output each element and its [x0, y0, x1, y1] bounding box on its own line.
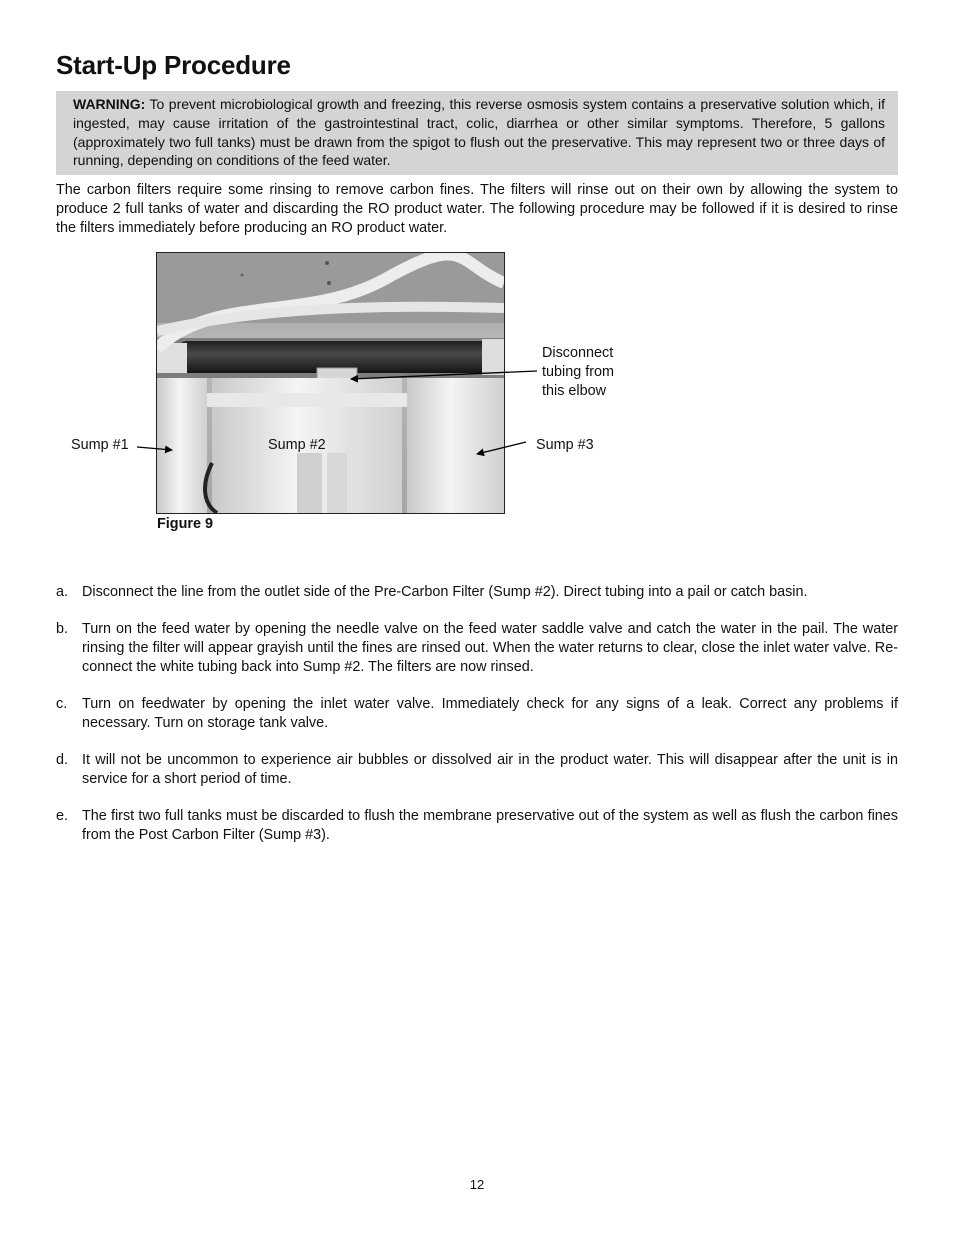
- procedure-steps: [56, 583, 898, 863]
- label-elbow-line1: Disconnect: [542, 345, 614, 361]
- warning-label: WARNING:: [73, 96, 146, 112]
- label-elbow: [542, 344, 614, 400]
- step-text: It will not be uncommon to experience air bubbles or dissolved air in the product water. This will disappear after the unit is in service for a short period of time.: [82, 752, 898, 788]
- step-text: Disconnect the line from the outlet side of the Pre-Carbon Filter (Sump #2). Direct tubing into a pail or catch basin.: [82, 584, 808, 600]
- page-number: 12: [469, 1177, 485, 1192]
- step-e: [56, 807, 898, 845]
- step-marker: e.: [56, 808, 69, 825]
- figure-caption: Figure 9: [157, 516, 213, 532]
- step-d: [56, 751, 898, 789]
- step-c: [56, 695, 898, 733]
- label-sump3: Sump #3: [536, 437, 594, 453]
- step-a: [56, 583, 898, 602]
- sump-housings-photo: [157, 253, 504, 513]
- label-sump2: Sump #2: [268, 437, 326, 453]
- page-title: Start-Up Procedure: [56, 50, 291, 80]
- step-text: Turn on feedwater by opening the inlet water valve. Immediately check for any signs of a leak. Correct any problems if necessary. Turn on storage tank valve.: [82, 696, 898, 731]
- step-text: Turn on the feed water by opening the needle valve on the feed water saddle valve and catch the water in the pail. The water rinsing the filter will appear grayish until the fines are rinsed out. When the water returns to clear, close the inlet water valve. Re-connect the white tubing back into Sump #2. The filters are now rinsed.: [82, 621, 898, 675]
- warning-text: To prevent microbiological growth and freezing, this reverse osmosis system contains a preservative solution which, if ingested, may cause irritation of the gastrointestinal tract, colic, diarrhea or other similar symptoms. Therefore, 5 gallons (approximately two full tanks) must be drawn from the spigot to flush out the preservative. This may represent two or three days of running, depending on conditions of the feed water.: [73, 96, 885, 169]
- label-sump1: Sump #1: [71, 437, 129, 453]
- step-marker: c.: [56, 696, 68, 713]
- step-b: [56, 620, 898, 676]
- step-marker: d.: [56, 752, 69, 769]
- figure-photo: [156, 252, 505, 514]
- label-elbow-line3: this elbow: [542, 382, 606, 399]
- intro-paragraph: The carbon filters require some rinsing to remove carbon fines. The filters will rinse out on their own by allowing the system to produce 2 full tanks of water and discarding the RO product water. The following procedure may be followed if it is desired to rinse the filters immediately before producing an RO product water.: [56, 182, 898, 236]
- step-text: The first two full tanks must be discarded to flush the membrane preservative out of the system as well as flush the carbon fines from the Post Carbon Filter (Sump #3).: [82, 808, 898, 844]
- label-elbow-line2: tubing from: [542, 363, 614, 380]
- step-marker: b.: [56, 621, 69, 638]
- warning-box: [56, 91, 898, 175]
- step-marker: a.: [56, 584, 69, 600]
